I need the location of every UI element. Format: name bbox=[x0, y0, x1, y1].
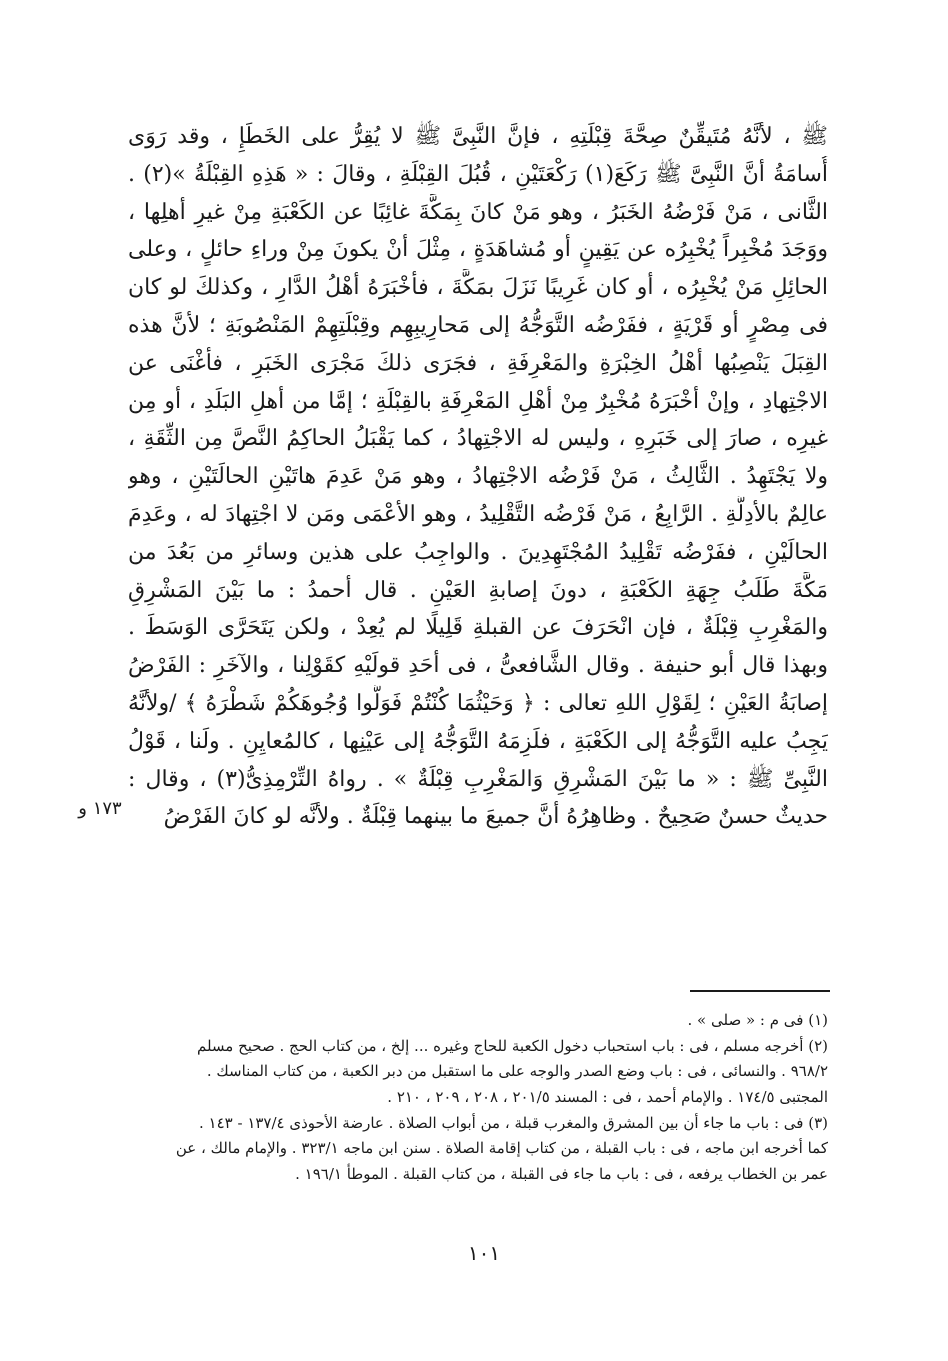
footnote-line: كما أخرجه ابن ماجه ، فى : باب القبلة ، من كتاب إقامة الصلاة . سنن ابن ماجه ٣٢٣/١ . والإمام مالك ، عن bbox=[175, 1139, 828, 1158]
text-line: والمَغْرِبِ قِبْلَةٌ ، فإن انْحَرَفَ عن القبلةِ قَلِيلًا لم يُعِدْ ، ولكن يَتَحَرَّى الوَسَطَ . bbox=[128, 615, 828, 641]
footnote-line: المجتبى ١٧٤/٥ . والإمام أحمد ، فى : المسند ٢٠١/٥ ، ٢٠٨ ، ٢٠٩ ، ٢١٠ . bbox=[387, 1088, 828, 1107]
footnote-separator bbox=[690, 990, 830, 992]
text-line: وبهذا قال أبو حنيفة . وقال الشَّافعىُّ ، فى أحَدِ قولَيْهِ كقَوْلِنا ، والآخَرِ : الفَرْضُ bbox=[128, 653, 828, 679]
footnote-line: (١) فى م : « صلى » . bbox=[687, 1011, 828, 1029]
text-line: الاجْتِهادِ ، وإنْ أخْبَرَهُ مُخْبِرٌ مِنْ أهْلِ المَعْرِفَةِ بالقِبْلَةِ ؛ إمَّا من أهلِ البَلَدِ ، أو مِن bbox=[128, 388, 828, 414]
text-line: يَجِبُ عليه التَّوَجُّهُ إلى الكَعْبَةِ ، فلَزِمَهُ التَّوَجُّهُ إلى عَيْنِها ، كالمُعايِنِ . ولَنا ، قَوْلُ bbox=[128, 728, 828, 754]
text-line: ﷺ ، لأنَّهُ مُتَيقِّنٌ صِحَّةَ قِبْلَتِهِ ، فإنَّ النَّبِىَّ ﷺ لا يُقِرُّ على الخَطَإِ ، وقد رَوَى bbox=[128, 124, 828, 149]
text-line: النَّبِىِّ ﷺ : « ما بَيْنَ المَشْرِقِ وَالمَغْرِبِ قِبْلَةٌ » . رواهُ التِّرْمِذِىُّ(٣) ، وقال : bbox=[128, 766, 828, 792]
text-line: الثَّانى ، مَنْ فَرْضُهُ الخَبَرُ ، وهو مَنْ كانَ بِمَكَّةَ غائِبًا عن الكَعْبَةِ مِنْ غيرِ أهلِها ، bbox=[128, 199, 828, 225]
text-line: الحائِلِ مَنْ يُخْبِرُه ، أو كان غَرِيبًا نَزَلَ بمَكَّةَ ، فأخْبَرَهُ أهْلُ الدَّارِ ، وكذلكَ لو كان bbox=[128, 275, 828, 301]
text-line: القِبَلَ يَنْصِبُها أهْلُ الخِبْرَةِ والمَعْرِفَةِ ، فجَرَى ذلكَ مَجْرَى الخَبَرِ ، فأغْنَى عن bbox=[128, 350, 828, 376]
text-line: الحالَيْنِ ، ففَرْضُه تَقْلِيدُ المُجْتَهِدِينَ . والواجِبُ على هذين وسائرِ من بَعُدَ من bbox=[128, 539, 828, 565]
text-line: ووَجَدَ مُخْبِراً يُخْبِرُه عن يَقِينٍ أو مُشاهَدَةٍ ، مِثْلَ أنْ يكونَ مِنْ وراءِ حائلٍ ، وعلى bbox=[128, 237, 828, 263]
footnote-line: عمر بن الخطاب يرفعه ، فى : باب ما جاء فى القبلة ، من كتاب القبلة . الموطأ ١٩٦/١ . bbox=[295, 1165, 828, 1184]
footnotes bbox=[128, 1008, 828, 1188]
text-line: عالِمٌ بالأدِلَّةِ . الرَّابِعُ ، مَنْ فَرْضُه التَّقْلِيدُ ، وهو الأعْمَى ومَن لا اجْتِهادَ له ، وعَدِمَ bbox=[128, 501, 828, 527]
text-line: أُسامَةُ أنَّ النَّبِىَّ ﷺ رَكَعَ(١) رَكْعَتَيْنِ ، قُبُلَ القِبْلَةِ ، وقالَ : « هَذِهِ القِبْلَةُ »(٢) . bbox=[128, 161, 828, 187]
main-text bbox=[128, 118, 828, 836]
text-line: فى مِصْرٍ أو قَرْيَةٍ ، ففَرْضُه التَّوَجُّهُ إلى مَحارِيبِهِم وقِبْلَتِهِمْ المَنْصُوبَةِ ؛ لأنَّ هذه bbox=[128, 312, 828, 338]
text-line: غيرِه ، صارَ إلى خَبَرِهِ ، وليس له الاجْتِهادُ ، كما يَقْبَلُ الحاكِمُ النَّصَّ مِن الثِّقَةِ ، bbox=[128, 426, 828, 452]
footnote-line: (٣) فى : باب ما جاء أن بين المشرق والمغرب قبلة ، من أبواب الصلاة . عارضة الأحوذى ١٣٧/٤ - ١٤٣ . bbox=[198, 1113, 828, 1132]
page-number: ١٠١ bbox=[467, 1241, 501, 1265]
text-line: إصابَةُ العَيْنِ ؛ لِقَوْلِ اللهِ تعالى : ﴿ وَحَيْثُمَا كُنْتُمْ فَوَلُّوا وُجُوهَكُمْ شَطْرَهُ ﴾ /ولأنَّهُ bbox=[128, 690, 828, 716]
text-line: حديثٌ حسنٌ صَحِيحٌ . وظاهِرُهُ أنَّ جميعَ ما بينهما قِبْلَةٌ . ولأنَّه لو كانَ الفَرْضُ bbox=[163, 804, 828, 830]
margin-folio-note: ١٧٣ و bbox=[78, 798, 122, 819]
footnote-line: ٩٦٨/٢ . والنسائى ، فى : باب وضع الصدر والوجه على ما استقبل من دبر الكعبة ، من كتاب المناسك . bbox=[206, 1062, 828, 1081]
footnote-line: (٢) أخرجه مسلم ، فى : باب استحباب دخول الكعبة للحاج وغيره ... إلخ ، من كتاب الحج . صحيح مسلم bbox=[196, 1036, 828, 1055]
text-line: مَكَّةَ طَلَبُ جِهَةِ الكَعْبَةِ ، دونَ إصابةِ العَيْنِ . قال أحمدُ : ما بَيْنَ المَشْرِقِ bbox=[128, 577, 828, 603]
text-line: ولا يَجْتَهِدُ . الثَّالِثُ ، مَنْ فَرْضُه الاجْتِهادُ ، وهو مَنْ عَدِمَ هاتَيْنِ الحالَتَيْنِ ، وهو bbox=[128, 464, 828, 490]
